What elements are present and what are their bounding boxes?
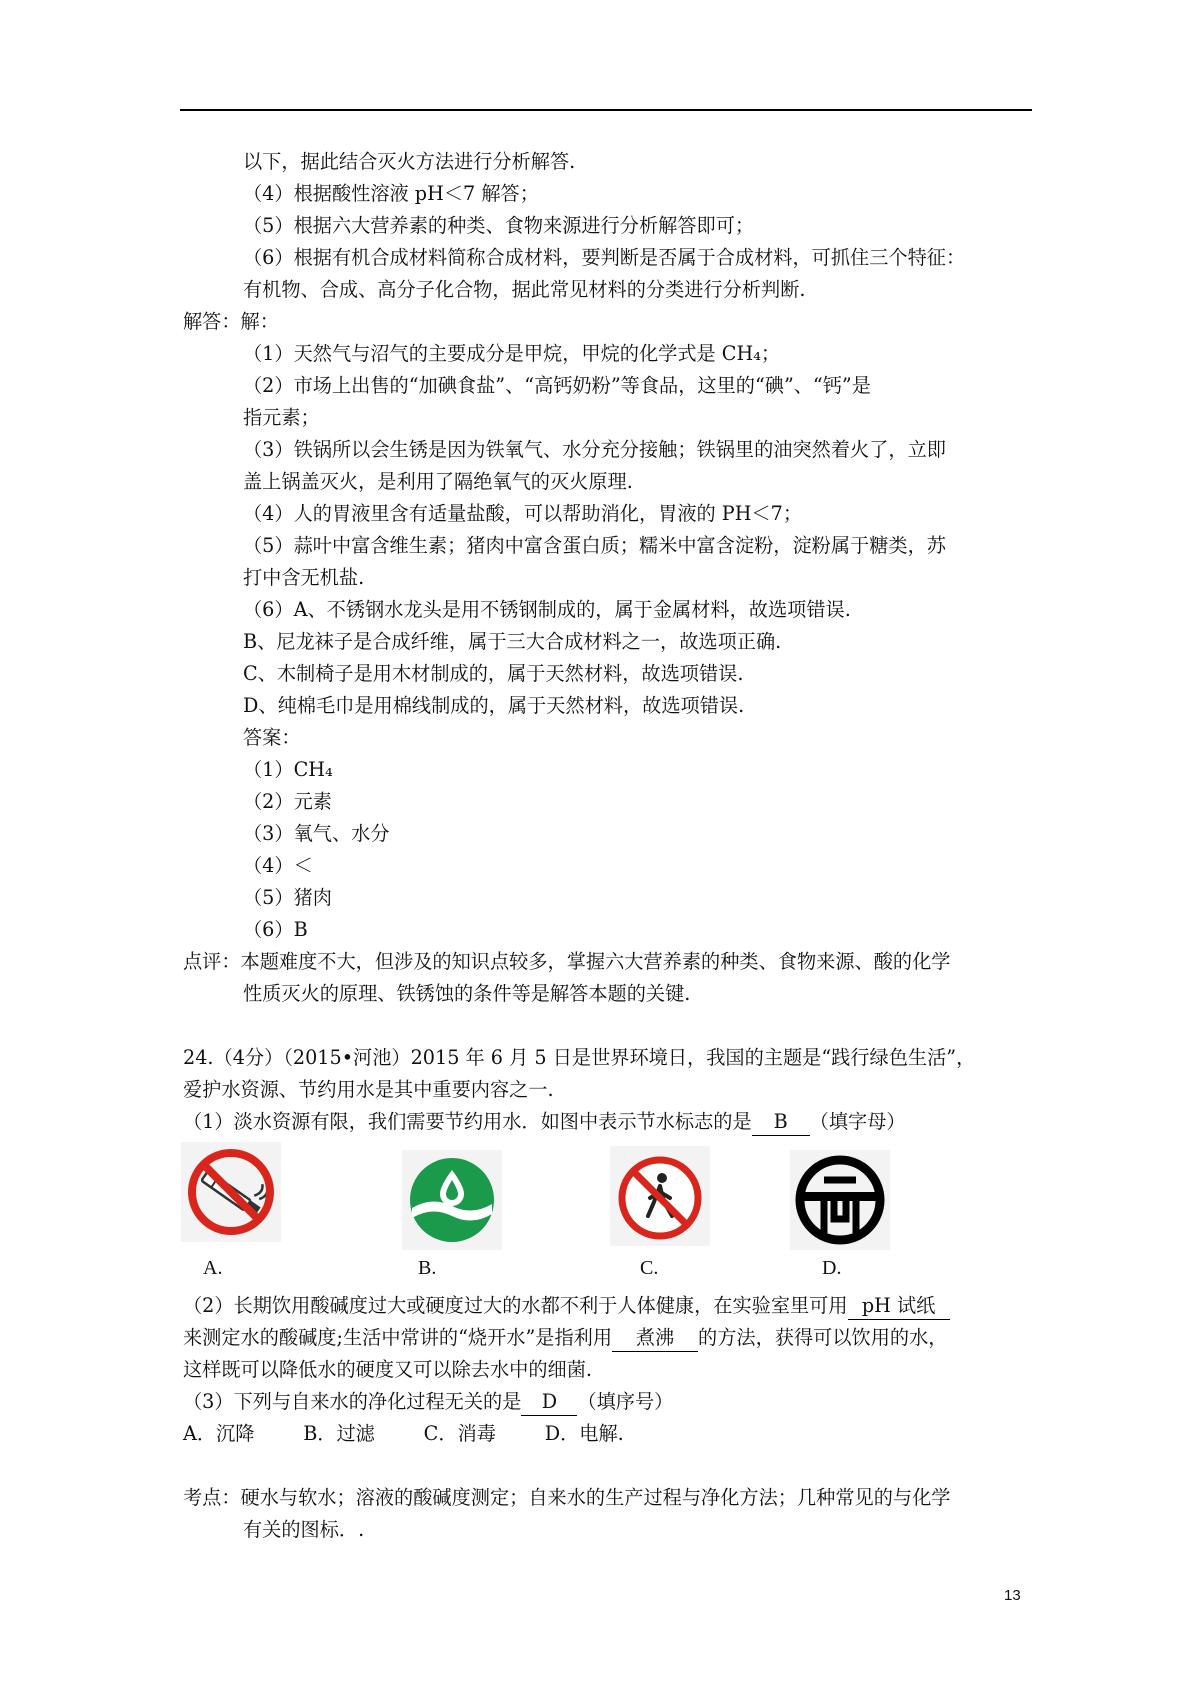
solution-line: （6）A、不锈钢水龙头是用不锈钢制成的，属于金属材料，故选项错误. (243, 598, 851, 621)
icon-label-b: B. (418, 1257, 437, 1279)
no-smoking-icon (181, 1142, 281, 1242)
part3-answer: D (541, 1390, 558, 1413)
comment-line: 点评：本题难度不大，但涉及的知识点较多，掌握六大营养素的种类、食物来源、酸的化学 (183, 950, 951, 973)
analysis-line: 有机物、合成、高分子化合物，据此常见材料的分类进行分析判断. (243, 278, 806, 301)
knowledge-points: 考点：硬水与软水；溶液的酸碱度测定；自来水的生产过程与净化方法；几种常见的与化学 (183, 1486, 951, 1509)
solution-line: （5）蒜叶中富含维生素；猪肉中富含蛋白质；糯米中富含淀粉，淀粉属于糖类，苏 (243, 534, 946, 557)
solution-line: B、尼龙袜子是合成纤维，属于三大合成材料之一，故选项正确. (243, 630, 782, 653)
answer-line: （2）元素 (243, 790, 332, 813)
solution-line: D、纯棉毛巾是用棉线制成的，属于天然材料，故选项错误. (243, 694, 745, 717)
part2-text: 的方法，获得可以饮用的水， (698, 1326, 948, 1349)
answer-heading: 答案： (243, 726, 301, 749)
water-saving-icon (402, 1150, 502, 1250)
answer-line: （6）B (243, 918, 308, 941)
part1-text: （1）淡水资源有限，我们需要节约用水．如图中表示节水标志的是 (183, 1110, 752, 1133)
part3-text: （3）下列与自来水的净化过程无关的是 (183, 1390, 522, 1413)
part2-answer1-blank (848, 1293, 950, 1320)
answer-line: （4）＜ (243, 854, 313, 877)
solution-line: （2）市场上出售的“加碘食盐”、“高钙奶粉”等食品，这里的“碘”、“钙”是 (243, 374, 871, 397)
part1-answer-blank (752, 1109, 810, 1136)
page-number: 13 (1004, 1587, 1021, 1604)
part2-text: 来测定水的酸碱度;生活中常讲的“烧开水”是指利用 (183, 1326, 613, 1349)
solution-line: （1）天然气与沼气的主要成分是甲烷，甲烷的化学式是 CH₄； (243, 342, 781, 365)
solution-heading: 解答：解： (183, 310, 279, 333)
question-24-options: A．沉降 B．过滤 C．消毒 D．电解. (183, 1422, 624, 1445)
analysis-line: 以下，据此结合灭火方法进行分析解答. (243, 150, 576, 173)
part3-hint: （填序号） (577, 1390, 674, 1413)
knowledge-points: 有关的图标．. (243, 1518, 365, 1541)
icon-label-a: A. (203, 1257, 223, 1279)
part2-text: （2）长期饮用酸碱度过大或硬度过大的水都不利于人体健康，在实验室里可用 (183, 1294, 848, 1317)
question-24-intro: 爱护水资源、节约用水是其中重要内容之一. (183, 1078, 554, 1101)
comment-line: 性质灭火的原理、铁锈蚀的条件等是解答本题的关键. (243, 982, 691, 1005)
answer-line: （3）氧气、水分 (243, 822, 390, 845)
analysis-line: （5）根据六大营养素的种类、食物来源进行分析解答即可； (243, 214, 755, 237)
part3-answer-blank (521, 1389, 577, 1416)
solution-line: 盖上锅盖灭火，是利用了隔绝氧气的灭火原理. (243, 470, 633, 493)
part1-answer: B (773, 1110, 788, 1133)
solution-line: 打中含无机盐. (243, 566, 365, 589)
solution-line: （3）铁锅所以会生锈是因为铁氧气、水分充分接触；铁锅里的油突然着火了，立即 (243, 438, 946, 461)
header-rule (180, 109, 1032, 111)
solution-line: （4）人的胃液里含有适量盐酸，可以帮助消化，胃液的 PH＜7； (243, 502, 803, 525)
question-24-part2-line2 (183, 1322, 947, 1354)
recycle-symbol-icon (790, 1150, 890, 1250)
no-pedestrian-icon (610, 1146, 710, 1246)
solution-line: C、木制椅子是用木材制成的，属于天然材料，故选项错误. (243, 662, 744, 685)
answer-line: （5）猪肉 (243, 886, 332, 909)
question-24-part3 (183, 1386, 673, 1418)
question-24-part2-line3: 这样既可以降低水的硬度又可以除去水中的细菌. (183, 1358, 593, 1381)
solution-line: 指元素； (243, 406, 320, 429)
question-24-part2 (183, 1290, 950, 1322)
part2-answer2: 煮沸 (635, 1326, 675, 1349)
analysis-line: （4）根据酸性溶液 pH＜7 解答； (243, 182, 539, 205)
question-24-intro: 24.（4分）（2015•河池）2015 年 6 月 5 日是世界环境日，我国的主题是“践行绿色生活”， (183, 1046, 976, 1069)
analysis-line: （6）根据有机合成材料简称合成材料，要判断是否属于合成材料，可抓住三个特征： (243, 246, 966, 269)
part1-hint: （填字母） (809, 1110, 906, 1133)
question-24-part1 (183, 1106, 906, 1138)
part2-answer1: pH 试纸 (861, 1294, 936, 1317)
answer-line: （1）CH₄ (243, 758, 333, 781)
icon-label-c: C. (640, 1257, 659, 1279)
icon-label-d: D. (822, 1257, 842, 1279)
part2-answer2-blank (612, 1325, 698, 1352)
